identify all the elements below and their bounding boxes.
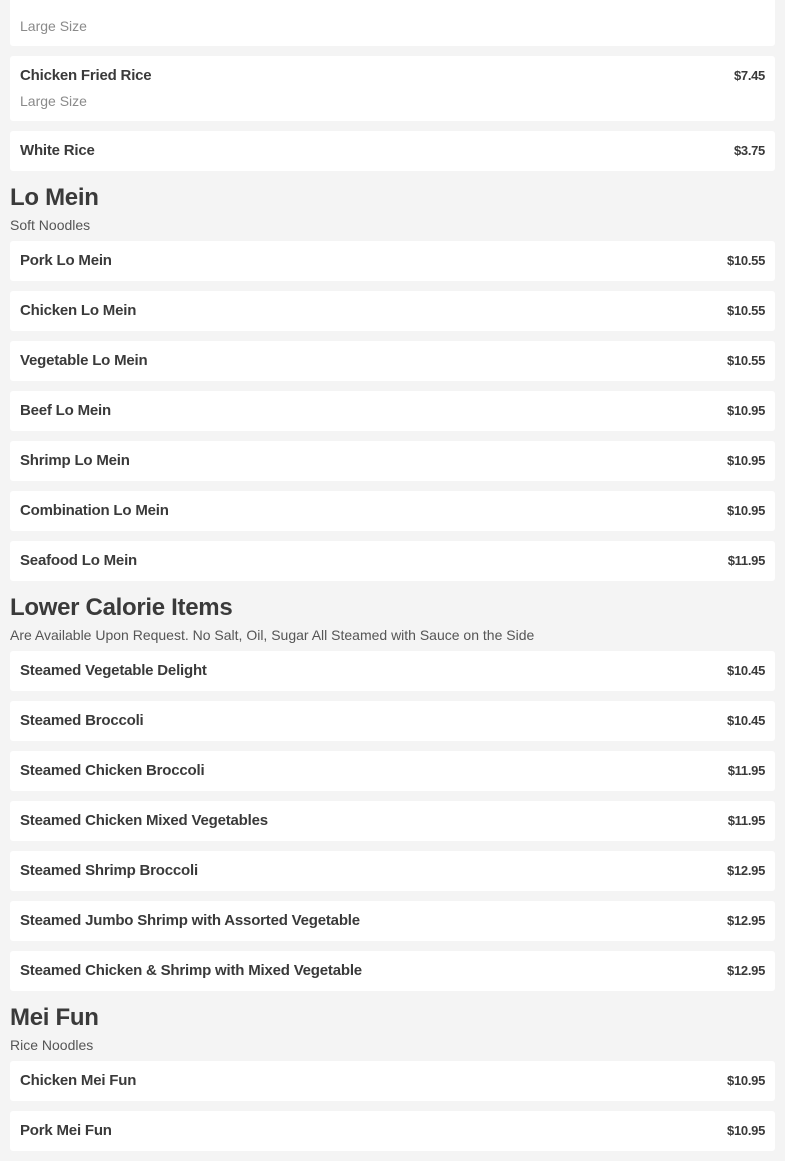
category-mei-fun bbox=[10, 1003, 775, 1151]
item-price: $12.95 bbox=[727, 913, 765, 928]
item-name: Steamed Vegetable Delight bbox=[20, 662, 207, 679]
item-price: $3.75 bbox=[733, 143, 765, 158]
item-price: $10.45 bbox=[727, 713, 765, 728]
category-subtitle: Soft Noodles bbox=[10, 217, 91, 233]
item-price: $11.95 bbox=[727, 763, 765, 778]
item-price: $10.95 bbox=[727, 503, 765, 518]
menu-item[interactable] bbox=[10, 901, 775, 941]
item-name: Seafood Lo Mein bbox=[20, 552, 138, 569]
item-name: Vegetable Lo Mein bbox=[20, 352, 148, 369]
menu-item[interactable] bbox=[10, 541, 775, 581]
menu-item-white-rice[interactable] bbox=[10, 131, 775, 171]
category-title: Mei Fun bbox=[10, 1004, 99, 1031]
item-name: Pork Mei Fun bbox=[20, 1122, 112, 1139]
item-name: White Rice bbox=[20, 142, 95, 159]
menu-item[interactable] bbox=[10, 1061, 775, 1101]
item-name: Steamed Chicken & Shrimp with Mixed Vegetable bbox=[20, 962, 362, 979]
menu-item[interactable] bbox=[10, 751, 775, 791]
item-price: $10.55 bbox=[727, 253, 765, 268]
item-price: $10.95 bbox=[727, 1123, 765, 1138]
item-price: $12.95 bbox=[727, 963, 765, 978]
menu-item[interactable] bbox=[10, 491, 775, 531]
item-price: $7.45 bbox=[733, 68, 765, 83]
category-subtitle: Rice Noodles bbox=[10, 1037, 94, 1053]
item-name: Steamed Chicken Mixed Vegetables bbox=[20, 812, 268, 829]
item-price: $11.95 bbox=[727, 813, 765, 828]
category-title: Lower Calorie Items bbox=[10, 594, 233, 621]
menu-item[interactable] bbox=[10, 341, 775, 381]
item-name: Chicken Fried Rice bbox=[20, 67, 152, 84]
item-name: Steamed Jumbo Shrimp with Assorted Vegetable bbox=[20, 912, 360, 929]
menu-item-chicken-fried-rice[interactable] bbox=[10, 56, 775, 121]
menu-item[interactable] bbox=[10, 441, 775, 481]
item-name: Steamed Chicken Broccoli bbox=[20, 762, 205, 779]
item-price: $10.45 bbox=[727, 663, 765, 678]
menu-item[interactable] bbox=[10, 851, 775, 891]
item-price: $10.55 bbox=[727, 353, 765, 368]
menu-item[interactable] bbox=[10, 951, 775, 991]
menu-item[interactable] bbox=[10, 701, 775, 741]
item-name: Steamed Broccoli bbox=[20, 712, 144, 729]
item-price: $10.55 bbox=[727, 303, 765, 318]
menu-item[interactable] bbox=[10, 291, 775, 331]
item-name: Steamed Shrimp Broccoli bbox=[20, 862, 198, 879]
category-title: Lo Mein bbox=[10, 184, 99, 211]
menu-item[interactable] bbox=[10, 1111, 775, 1151]
item-price: $11.95 bbox=[727, 553, 765, 568]
menu-content bbox=[10, 0, 775, 1161]
category-subtitle: Are Available Upon Request. No Salt, Oil, Sugar All Steamed with Sauce on the Side bbox=[10, 627, 535, 643]
item-price: $10.95 bbox=[727, 403, 765, 418]
item-price: $10.95 bbox=[727, 453, 765, 468]
item-description: Large Size bbox=[20, 93, 87, 109]
item-name: Combination Lo Mein bbox=[20, 502, 169, 519]
item-price: $12.95 bbox=[727, 863, 765, 878]
menu-item[interactable] bbox=[10, 651, 775, 691]
menu-item[interactable] bbox=[10, 391, 775, 431]
item-price: $10.95 bbox=[727, 1073, 765, 1088]
item-name: Chicken Lo Mein bbox=[20, 302, 137, 319]
menu-item[interactable] bbox=[10, 241, 775, 281]
item-name: Chicken Mei Fun bbox=[20, 1072, 137, 1089]
item-name: Beef Lo Mein bbox=[20, 402, 111, 419]
item-name: Shrimp Lo Mein bbox=[20, 452, 130, 469]
menu-item-partial[interactable] bbox=[10, 0, 775, 46]
menu-item[interactable] bbox=[10, 801, 775, 841]
category-lo-mein bbox=[10, 183, 775, 581]
item-description: Large Size bbox=[20, 18, 87, 34]
item-name: Pork Lo Mein bbox=[20, 252, 112, 269]
category-lower-calorie bbox=[10, 593, 775, 991]
category-fried-rice bbox=[10, 0, 775, 171]
